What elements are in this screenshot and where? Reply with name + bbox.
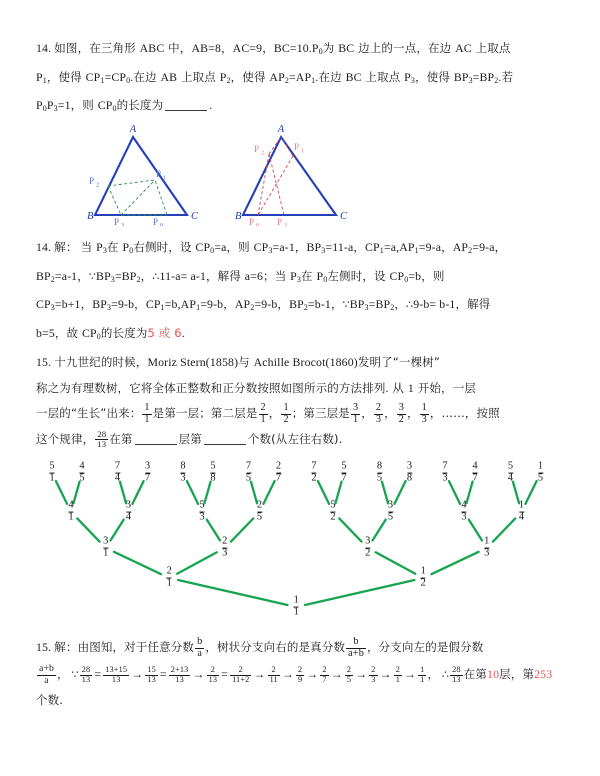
tree-node: $\frac{2}{1}$ bbox=[166, 565, 172, 589]
tree-node: $\frac{7}{3}$ bbox=[442, 460, 448, 484]
q15-line4-lead: 这个规律， bbox=[36, 431, 95, 446]
tree-edge bbox=[207, 520, 220, 541]
svg-text:C: C bbox=[340, 211, 348, 222]
tree-edge bbox=[263, 481, 274, 504]
tree-edge bbox=[525, 481, 536, 504]
chain-fraction: $\frac{2}{5}$ bbox=[346, 665, 352, 684]
tree-node: $\frac{8}{5}$ bbox=[376, 460, 383, 484]
q14-line-2: $P_1$，使得 $CP_1=CP_0$.在边 AB 上取点 $P_2$，使得 $AP_2=AP_1$.在边 BC 上取点 $P_3$，使得 $BP_3=BP_2$.若 bbox=[36, 69, 514, 85]
svg-text:P: P bbox=[89, 176, 95, 186]
svg-text:P: P bbox=[277, 217, 283, 226]
question-15-stem bbox=[36, 350, 570, 452]
svg-text:0: 0 bbox=[160, 222, 164, 226]
q15-line-1: 15. 十九世纪的时候，Moriz Stern(1858)与 Achille Brocot(1860)发明了“一棵树” bbox=[36, 355, 440, 369]
svg-text:P: P bbox=[114, 217, 120, 226]
a15-line-3: 个数. bbox=[36, 692, 64, 707]
answer-blank-q15-layer[interactable] bbox=[135, 444, 177, 445]
chain-arrow: → bbox=[355, 666, 368, 681]
tree-node: $\frac{4}{1}$ bbox=[68, 499, 74, 523]
q14-stem-text-1: 如图，在三角形 ABC 中，AB=8，AC=9，$BC=10.P_0$为 BC 边上的一点，在边 AC 上取点 bbox=[54, 41, 511, 56]
tree-edge bbox=[231, 518, 253, 541]
svg-text:0: 0 bbox=[256, 222, 260, 226]
chain-fraction: $\frac{2}{9}$ bbox=[297, 665, 303, 684]
tree-node: $\frac{3}{7}$ bbox=[144, 460, 151, 484]
tree-node: $\frac{7}{5}$ bbox=[245, 460, 252, 484]
chain-fraction: $\frac{2}{11}$ bbox=[269, 665, 278, 684]
chain-equals: = bbox=[94, 666, 102, 681]
left-triangle-figure bbox=[87, 124, 199, 226]
tree-edge bbox=[373, 520, 386, 541]
tree-node: $\frac{5}{8}$ bbox=[210, 460, 216, 484]
frac-1-3: $\frac{1}{3}$ bbox=[421, 402, 427, 426]
chain-fraction: $\frac{2}{13}$ bbox=[208, 665, 218, 684]
chain-equals: = bbox=[159, 666, 167, 681]
tree-edge bbox=[56, 481, 67, 504]
tree-edge bbox=[187, 481, 198, 504]
chain-fraction: $\frac{2}{7}$ bbox=[322, 665, 327, 684]
tree-node: $\frac{1}{2}$ bbox=[420, 565, 426, 589]
a15-line-2: $\frac{a+b}{a}$ ， ∵ $\frac{28}{13}$ = $\frac{13+15}{13}$ → $\frac{15}{13}$ = $\frac{2+13}{13}$ → $\frac{2}{13}$ = $\frac{2}{11+2}$ → $\frac{2}{11}$ → $\frac{2}{9}$ → $\frac{2}{7}$ → $\frac{2}{5}$ → $\frac{2}{3}$ → $\frac{2}{1}$ → $\frac{1}{1}$ ， ∴ $\frac{28}{13}$ 在第10层，第253 bbox=[39, 663, 553, 686]
svg-text:2: 2 bbox=[96, 181, 100, 189]
tree-node: $\frac{5}{3}$ bbox=[199, 499, 205, 523]
answer-15 bbox=[36, 635, 570, 713]
tree-node: $\frac{7}{2}$ bbox=[311, 460, 317, 484]
chain-fraction: $\frac{15}{13}$ bbox=[147, 665, 156, 684]
tree-node: $\frac{4}{5}$ bbox=[79, 460, 85, 484]
tree-edge bbox=[114, 552, 161, 574]
chain-arrow: → bbox=[404, 666, 417, 681]
a14-label: 解： bbox=[54, 240, 78, 254]
chain-arrow: → bbox=[281, 666, 294, 681]
tree-node: $\frac{5}{4}$ bbox=[507, 460, 514, 484]
answer-blank-q14[interactable] bbox=[165, 110, 207, 111]
q14-line-3: $P_0P_3=1$，则 $CP_0$的长度为 . bbox=[36, 98, 213, 113]
q14-figures-svg bbox=[36, 118, 570, 226]
tree-edge bbox=[469, 520, 482, 541]
tree-node: $\frac{4}{7}$ bbox=[472, 460, 478, 484]
svg-text:B: B bbox=[87, 211, 94, 222]
frac-apb-a: $\frac{a+b}{a}$ bbox=[39, 663, 55, 686]
a14-line-1: 14. 解： 当 $P_3$在 $P_0$右侧时，设 $CP_0=a$，则 $CP_3=a-1$，$BP_3=11-a$，$CP_1=a,AP_1=9-a$，$AP_2=9-a$， bbox=[36, 240, 507, 255]
tree-node: $\frac{2}{7}$ bbox=[275, 460, 282, 484]
tree-edge bbox=[77, 518, 99, 541]
q15-line-2: 称之为有理数树，它将全体正整数和正分数按照如图所示的方法排列. 从 1 开始，一层 bbox=[36, 380, 476, 395]
question-14-stem bbox=[36, 36, 570, 122]
answer-14 bbox=[36, 235, 570, 349]
chain-arrow: → bbox=[131, 666, 144, 681]
tree-edge bbox=[177, 552, 217, 573]
a14-answer-value: 5 或 6 bbox=[147, 325, 182, 340]
svg-text:3: 3 bbox=[284, 222, 288, 226]
tree-node: $\frac{3}{4}$ bbox=[125, 499, 132, 523]
tree-edge bbox=[318, 481, 329, 504]
tree-node: $\frac{5}{2}$ bbox=[330, 499, 336, 523]
tree-edge bbox=[431, 552, 478, 574]
tree-edge bbox=[178, 580, 287, 605]
frac-28-13-end: $\frac{28}{13}$ bbox=[452, 665, 461, 684]
chain-arrow: → bbox=[253, 666, 266, 681]
chain-fraction: $\frac{2}{1}$ bbox=[395, 665, 400, 684]
chain-fraction: $\frac{2}{11+2}$ bbox=[232, 665, 250, 684]
chain-fraction: $\frac{13+15}{13}$ bbox=[105, 665, 128, 684]
a14-line-3: $CP_3=b+1$，$BP_3=9-b$，$CP_1=b,AP_1=9-b$，$AP_2=9-b$，$BP_2=b-1$，$\because BP_3=BP_2$，∴9-b= b-1，解得 bbox=[36, 297, 491, 312]
tree-node: $\frac{7}{4}$ bbox=[114, 460, 121, 484]
frac-1-1: $\frac{1}{1}$ bbox=[144, 402, 150, 426]
q14-line-1 bbox=[36, 36, 570, 65]
svg-text:P: P bbox=[254, 144, 260, 154]
a15-number: 15. bbox=[36, 640, 52, 654]
tree-node: $\frac{5}{1}$ bbox=[49, 460, 55, 484]
frac-b-a: $\frac{b}{a}$ bbox=[197, 636, 203, 660]
a14-number: 14. bbox=[36, 240, 52, 254]
svg-text:3: 3 bbox=[121, 222, 125, 226]
chain-fraction: $\frac{2}{3}$ bbox=[371, 665, 376, 684]
tree-edge bbox=[73, 482, 79, 504]
svg-text:P: P bbox=[249, 217, 255, 226]
tree-node: $\frac{3}{8}$ bbox=[406, 460, 413, 484]
tree-edge bbox=[339, 518, 361, 541]
tree-edge bbox=[335, 482, 341, 504]
figure-group-q14 bbox=[36, 118, 570, 226]
chain-fraction: $\frac{28}{13}$ bbox=[81, 665, 91, 684]
chain-arrow: → bbox=[306, 666, 319, 681]
a14-line-4: b=5，故 $CP_0$的长度为5 或 6. bbox=[36, 325, 185, 341]
frac-3-2: $\frac{3}{2}$ bbox=[398, 402, 404, 426]
tree-node: $\frac{1}{5}$ bbox=[537, 460, 544, 484]
therefore-symbol: ∴ bbox=[442, 667, 450, 681]
answer-blank-q15-index[interactable] bbox=[204, 444, 246, 445]
tree-edge bbox=[394, 481, 405, 504]
tree-edge bbox=[204, 482, 210, 504]
a14-line-2: $BP_2=a-1$，$\because BP_3=BP_2$，∴11-a= a-1，解得 a=6；当 $P_3$在 $P_0$左侧时，设 $CP_0=b$，则 bbox=[36, 268, 445, 284]
frac-28-13: $\frac{28}{13}$ bbox=[97, 428, 107, 450]
frac-1-2: $\frac{1}{2}$ bbox=[283, 402, 289, 426]
chain-arrow: → bbox=[192, 666, 205, 681]
svg-text:P: P bbox=[156, 169, 162, 179]
frac-2-1: $\frac{2}{1}$ bbox=[260, 402, 266, 426]
svg-text:C: C bbox=[191, 211, 199, 222]
q15-line-4: 这个规律， $\frac{28}{13}$ 在第 层第 个数(从左往右数). bbox=[36, 428, 343, 450]
svg-text:A: A bbox=[129, 124, 137, 135]
tree-node: $\frac{1}{3}$ bbox=[484, 535, 490, 559]
frac-2-3: $\frac{2}{3}$ bbox=[375, 402, 382, 426]
frac-3-1: $\frac{3}{1}$ bbox=[352, 402, 359, 426]
q14-number: 14. bbox=[36, 41, 52, 55]
svg-text:P: P bbox=[294, 142, 300, 152]
tree-edge bbox=[132, 481, 143, 504]
tree-edge bbox=[466, 482, 472, 504]
tree-node: $\frac{1}{4}$ bbox=[518, 499, 525, 523]
stern-brocot-tree bbox=[30, 455, 570, 618]
q15-number: 15. bbox=[36, 355, 52, 369]
chain-equals: = bbox=[221, 666, 229, 681]
chain-arrow: → bbox=[330, 666, 343, 681]
chain-fraction: $\frac{2+13}{13}$ bbox=[170, 665, 189, 684]
tree-edge bbox=[111, 520, 124, 541]
q15-line-3: 一层的“生长”出来： $\frac{1}{1}$ 是第一层；第二层是 $\frac{2}{1}$ ， $\frac{1}{2}$ ；第三层是 $\frac{3}{1}$ ， $\frac{2}{3}$ ， $\frac{3}{2}$ ， $\frac{1}{3}$ ，……，按照 bbox=[36, 402, 500, 426]
svg-text:P: P bbox=[153, 217, 159, 226]
tree-edge bbox=[376, 552, 416, 573]
svg-text:2: 2 bbox=[261, 149, 265, 157]
a15-label: 解： bbox=[54, 640, 78, 654]
frac-b-apb: $\frac{b}{a+b}$ bbox=[348, 636, 364, 660]
tree-node: $\frac{1}{1}$ bbox=[293, 594, 299, 618]
tree-node: $\frac{8}{3}$ bbox=[180, 460, 186, 484]
a15-answer-layer: 10 bbox=[487, 666, 500, 681]
a15-line-1: 15. 解：由图知，对于任意分数 $\frac{b}{a}$ ，树状分支向右的是真分数 $\frac{b}{a+b}$ ，分支向左的是假分数 bbox=[36, 636, 484, 660]
tree-edge bbox=[305, 580, 414, 605]
tree-node: $\frac{3}{5}$ bbox=[387, 499, 394, 523]
svg-text:1: 1 bbox=[163, 174, 167, 182]
svg-text:1: 1 bbox=[301, 147, 305, 155]
svg-text:A: A bbox=[277, 124, 285, 135]
chain-arrow: → bbox=[379, 666, 392, 681]
tree-node: $\frac{3}{1}$ bbox=[103, 535, 109, 559]
svg-text:B: B bbox=[235, 211, 242, 222]
because-symbol: ∵ bbox=[71, 667, 79, 681]
a15-answer-index: 253 bbox=[534, 666, 553, 681]
tree-node: $\frac{4}{3}$ bbox=[461, 499, 467, 523]
tree-edge bbox=[493, 518, 515, 541]
right-triangle-figure bbox=[235, 124, 348, 226]
tree-node: $\frac{2}{5}$ bbox=[256, 499, 263, 523]
chain-fraction: $\frac{1}{1}$ bbox=[420, 665, 425, 684]
tree-node: $\frac{2}{3}$ bbox=[222, 535, 228, 559]
tree-node: $\frac{3}{2}$ bbox=[365, 535, 371, 559]
tree-edge bbox=[449, 481, 460, 504]
tree-node: $\frac{5}{7}$ bbox=[341, 460, 347, 484]
